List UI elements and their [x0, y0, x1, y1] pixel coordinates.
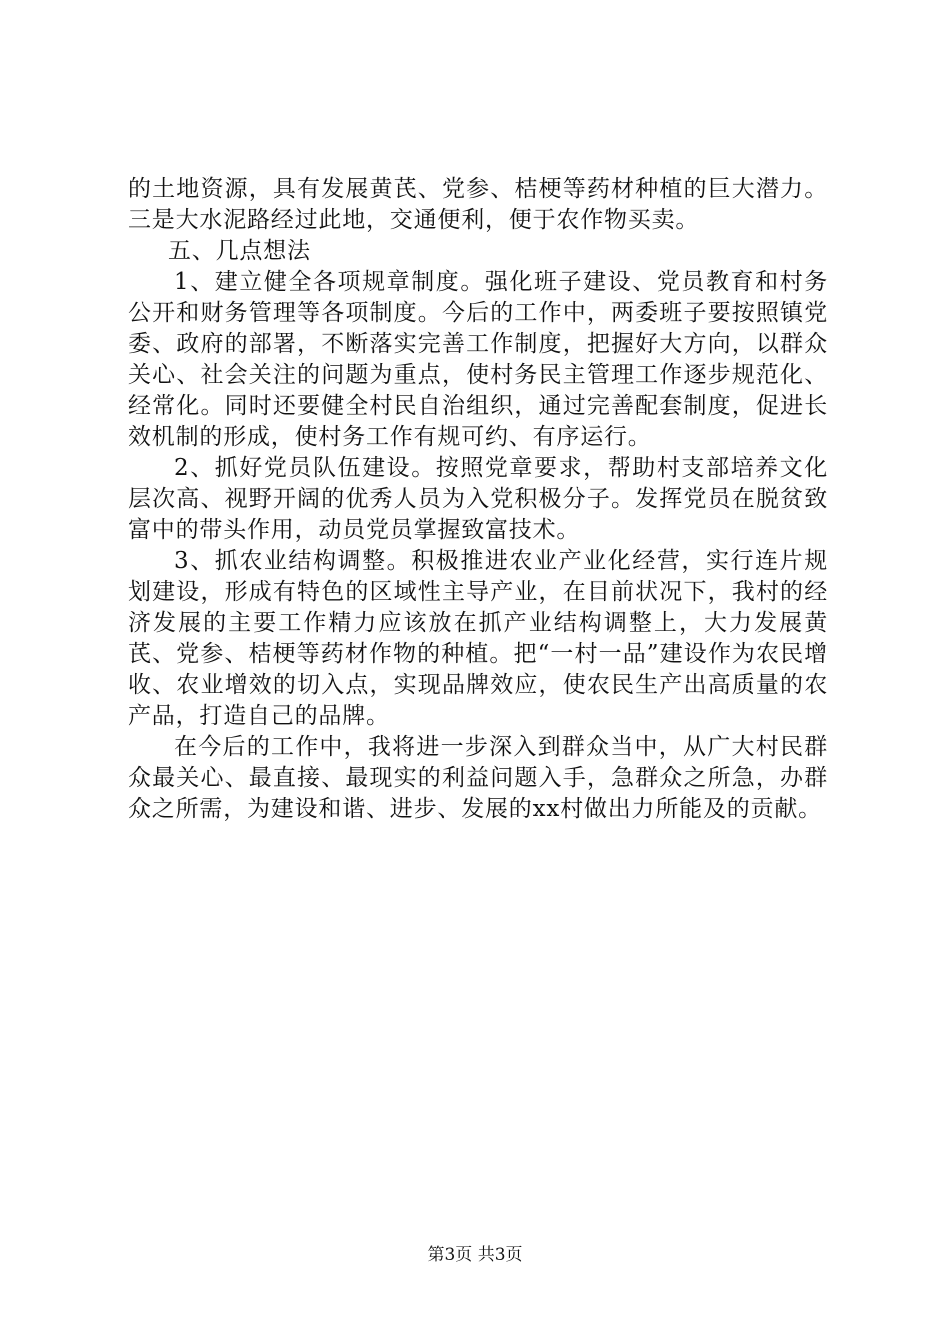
- paragraph-continuation: 的土地资源，具有发展黄芪、党参、桔梗等药材种植的巨大潜力。三是大水泥路经过此地，交通便利，便于农作物买卖。: [128, 176, 828, 233]
- paragraph-item-2: 2、抓好党员队伍建设。按照党章要求，帮助村支部培养文化层次高、视野开阔的优秀人员为入党积极分子。发挥党员在脱贫致富中的带头作用，动员党员掌握致富技术。: [128, 455, 828, 543]
- document-body: [128, 174, 828, 825]
- paragraph-item-1: 1、建立健全各项规章制度。强化班子建设、党员教育和村务公开和财务管理等各项制度。今后的工作中，两委班子要按照镇党委、政府的部署，不断落实完善工作制度，把握好大方向，以群众关心、社会关注的问题为重点，使村务民主管理工作逐步规范化、经常化。同时还要健全村民自治组织，通过完善配套制度，促进长效机制的形成，使村务工作有规可约、有序运行。: [128, 269, 828, 450]
- section-heading: 五、几点想法: [168, 238, 311, 264]
- paragraph-item-3: 3、抓农业结构调整。积极推进农业产业化经营，实行连片规划建设，形成有特色的区域性主导产业，在目前状况下，我村的经济发展的主要工作精力应该放在抓产业结构调整上，大力发展黄芪、党参、桔梗等药材作物的种植。把“一村一品”建设作为农民增收、农业增效的切入点，实现品牌效应，使农民生产出高质量的农产品，打造自己的品牌。: [128, 548, 828, 729]
- page-footer: 第3页 共3页: [427, 1245, 523, 1265]
- paragraph-conclusion: 在今后的工作中，我将进一步深入到群众当中，从广大村民群众最关心、最直接、最现实的利益问题入手，急群众之所急，办群众之所需，为建设和谐、进步、发展的xx村做出力所能及的贡献。: [128, 734, 828, 822]
